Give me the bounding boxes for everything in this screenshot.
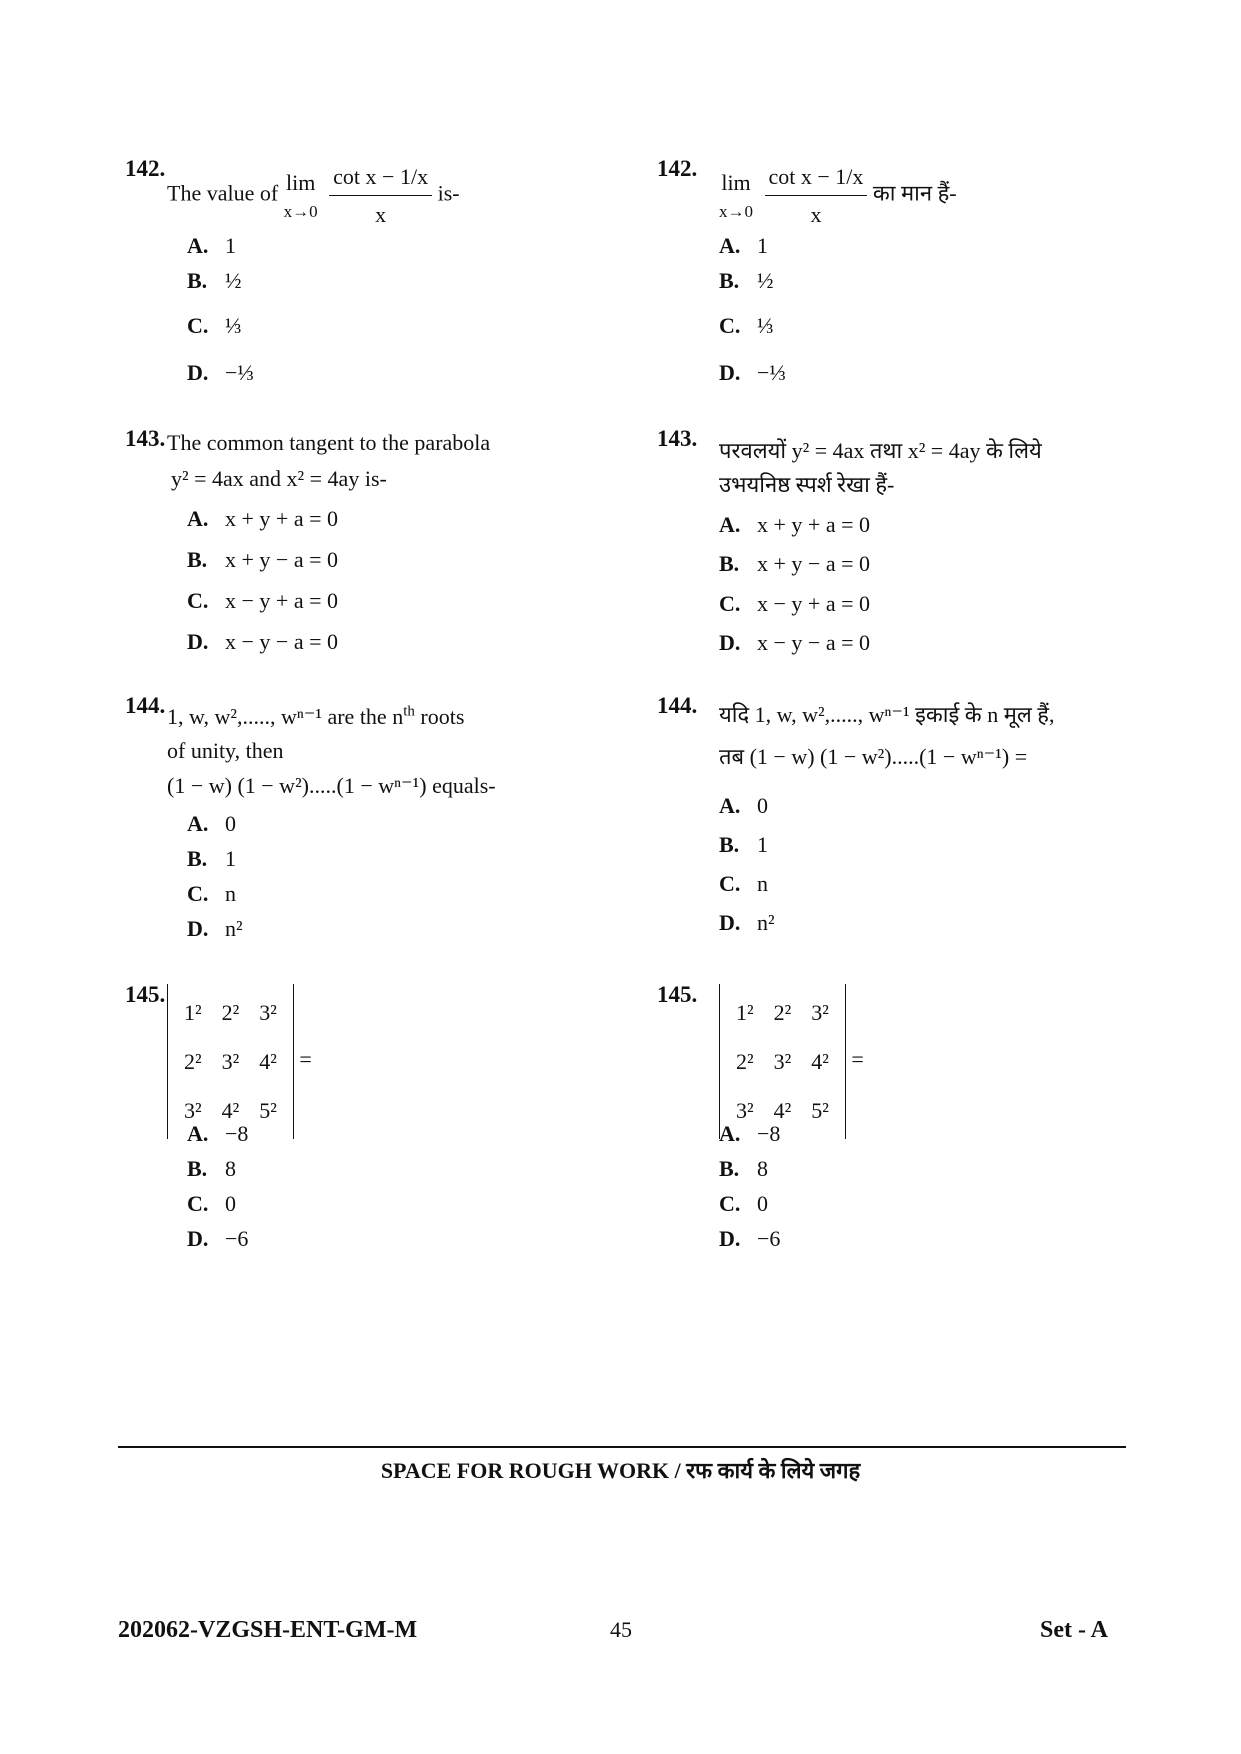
question-stem-line2 (171, 462, 387, 495)
question-stem (719, 984, 864, 1139)
determinant: 1² 2² 3² 2² 3² 4² 3² 4² 5² (167, 984, 294, 1139)
option-d[interactable]: D. −6 (719, 1226, 781, 1251)
lim-label: lim (286, 170, 316, 196)
question-stem (719, 160, 957, 231)
question-stem (719, 434, 1042, 467)
option-a[interactable]: A. −8 (187, 1121, 249, 1146)
option-b[interactable]: B. ½ (187, 268, 242, 293)
stem-text: के लिये (985, 438, 1042, 463)
stem-text: = (1014, 744, 1028, 769)
set-label: Set - A (1040, 1617, 1108, 1643)
rough-work-divider (118, 1446, 1126, 1448)
option-a[interactable]: A. 1 (719, 233, 768, 258)
option-a[interactable]: A. 0 (719, 793, 768, 818)
limit-expression (284, 166, 318, 225)
option-d[interactable]: D. n² (187, 916, 243, 941)
option-d[interactable]: D. x − y − a = 0 (187, 629, 338, 654)
stem-text: परवलयों (719, 438, 787, 463)
option-c[interactable]: C. 0 (187, 1191, 236, 1216)
limit-fraction (329, 160, 432, 231)
option-b[interactable]: B. x + y − a = 0 (187, 547, 338, 572)
option-c[interactable]: C. n (719, 871, 768, 896)
fraction-denominator: x (810, 202, 822, 227)
product-expression: (1 − w) (1 − w²).....(1 − wⁿ⁻¹) (167, 773, 427, 798)
stem-text: तब (719, 744, 745, 769)
fraction-numerator: cot x − 1/x (765, 160, 868, 196)
product-expression: (1 − w) (1 − w²).....(1 − wⁿ⁻¹) (749, 744, 1010, 769)
option-a[interactable]: A. −8 (719, 1121, 781, 1146)
lim-subscript: x→0 (719, 202, 753, 222)
stem-text: is- (437, 180, 460, 206)
question-number: 143. (657, 426, 698, 451)
option-d[interactable]: D. −⅓ (719, 360, 786, 385)
option-c[interactable]: C. 0 (719, 1191, 768, 1216)
stem-text: यदि (719, 702, 750, 727)
option-c[interactable]: C. ⅓ (719, 313, 774, 338)
question-number: 145. (657, 982, 698, 1007)
question-stem (167, 984, 312, 1139)
stem-text: are the n (327, 704, 404, 729)
page-number: 45 (610, 1617, 632, 1642)
stem-text: = (851, 1046, 864, 1072)
option-a[interactable]: A. 0 (187, 811, 236, 836)
option-b[interactable]: B. 1 (187, 846, 236, 871)
stem-text: The value of (167, 180, 279, 206)
option-d[interactable]: D. −6 (187, 1226, 249, 1251)
question-stem: The common tangent to the parabola (167, 430, 491, 455)
option-b[interactable]: B. 8 (187, 1156, 236, 1181)
parabola-equation-2: x² = 4ay (907, 438, 981, 463)
option-d[interactable]: D. x − y − a = 0 (719, 630, 870, 655)
question-number: 144. (125, 693, 166, 718)
lim-subscript: x→0 (283, 202, 318, 222)
option-c[interactable]: C. ⅓ (187, 313, 242, 338)
lim-label: lim (721, 170, 751, 196)
paper-code: 202062-VZGSH-ENT-GM-M (118, 1617, 418, 1643)
option-b[interactable]: B. ½ (719, 268, 774, 293)
parabola-equation-1: y² = 4ax (171, 466, 244, 491)
question-stem-line3 (167, 769, 496, 802)
limit-fraction (765, 160, 868, 231)
parabola-equation-2: x² = 4ay (286, 466, 360, 491)
option-c[interactable]: C. n (187, 881, 236, 906)
question-stem-line2: उभयनिष्ठ स्पर्श रेखा हैं- (719, 472, 895, 497)
option-d[interactable]: D. −⅓ (187, 360, 254, 385)
question-number: 142. (125, 156, 166, 181)
question-stem (167, 700, 464, 733)
option-b[interactable]: B. x + y − a = 0 (719, 551, 870, 576)
option-a[interactable]: A. x + y + a = 0 (187, 506, 338, 531)
question-stem-line2: of unity, then (167, 738, 284, 763)
option-d[interactable]: D. n² (719, 910, 775, 935)
roots-sequence: 1, w, w²,....., wⁿ⁻¹ (754, 702, 910, 727)
stem-text: roots (420, 704, 465, 729)
limit-expression (719, 166, 753, 225)
question-number: 145. (125, 982, 166, 1007)
question-number: 144. (657, 693, 698, 718)
option-b[interactable]: B. 1 (719, 832, 768, 857)
stem-text: = (299, 1046, 312, 1072)
option-a[interactable]: A. x + y + a = 0 (719, 512, 870, 537)
option-c[interactable]: C. x − y + a = 0 (719, 591, 870, 616)
roots-sequence: 1, w, w²,....., wⁿ⁻¹ (167, 704, 322, 729)
stem-text: तथा (869, 438, 903, 463)
stem-text: इकाई के n मूल हैं, (915, 702, 1055, 727)
question-stem (167, 160, 460, 231)
stem-text: is- (364, 466, 387, 491)
question-stem (719, 698, 1054, 731)
stem-text: का मान हैं- (872, 180, 957, 206)
fraction-numerator: cot x − 1/x (329, 160, 432, 196)
question-number: 143. (125, 426, 166, 451)
rough-work-heading: SPACE FOR ROUGH WORK / रफ कार्य के लिये जगह (380, 1458, 861, 1483)
option-c[interactable]: C. x − y + a = 0 (187, 588, 338, 613)
stem-text: equals- (432, 773, 496, 798)
determinant: 1² 2² 3² 2² 3² 4² 3² 4² 5² (719, 984, 846, 1139)
option-b[interactable]: B. 8 (719, 1156, 768, 1181)
parabola-equation-1: y² = 4ax (791, 438, 865, 463)
option-a[interactable]: A. 1 (187, 233, 236, 258)
superscript-th: th (403, 703, 415, 720)
question-stem-line2 (719, 740, 1027, 773)
fraction-denominator: x (375, 202, 387, 227)
question-number: 142. (657, 156, 698, 181)
stem-text: and (249, 466, 282, 491)
